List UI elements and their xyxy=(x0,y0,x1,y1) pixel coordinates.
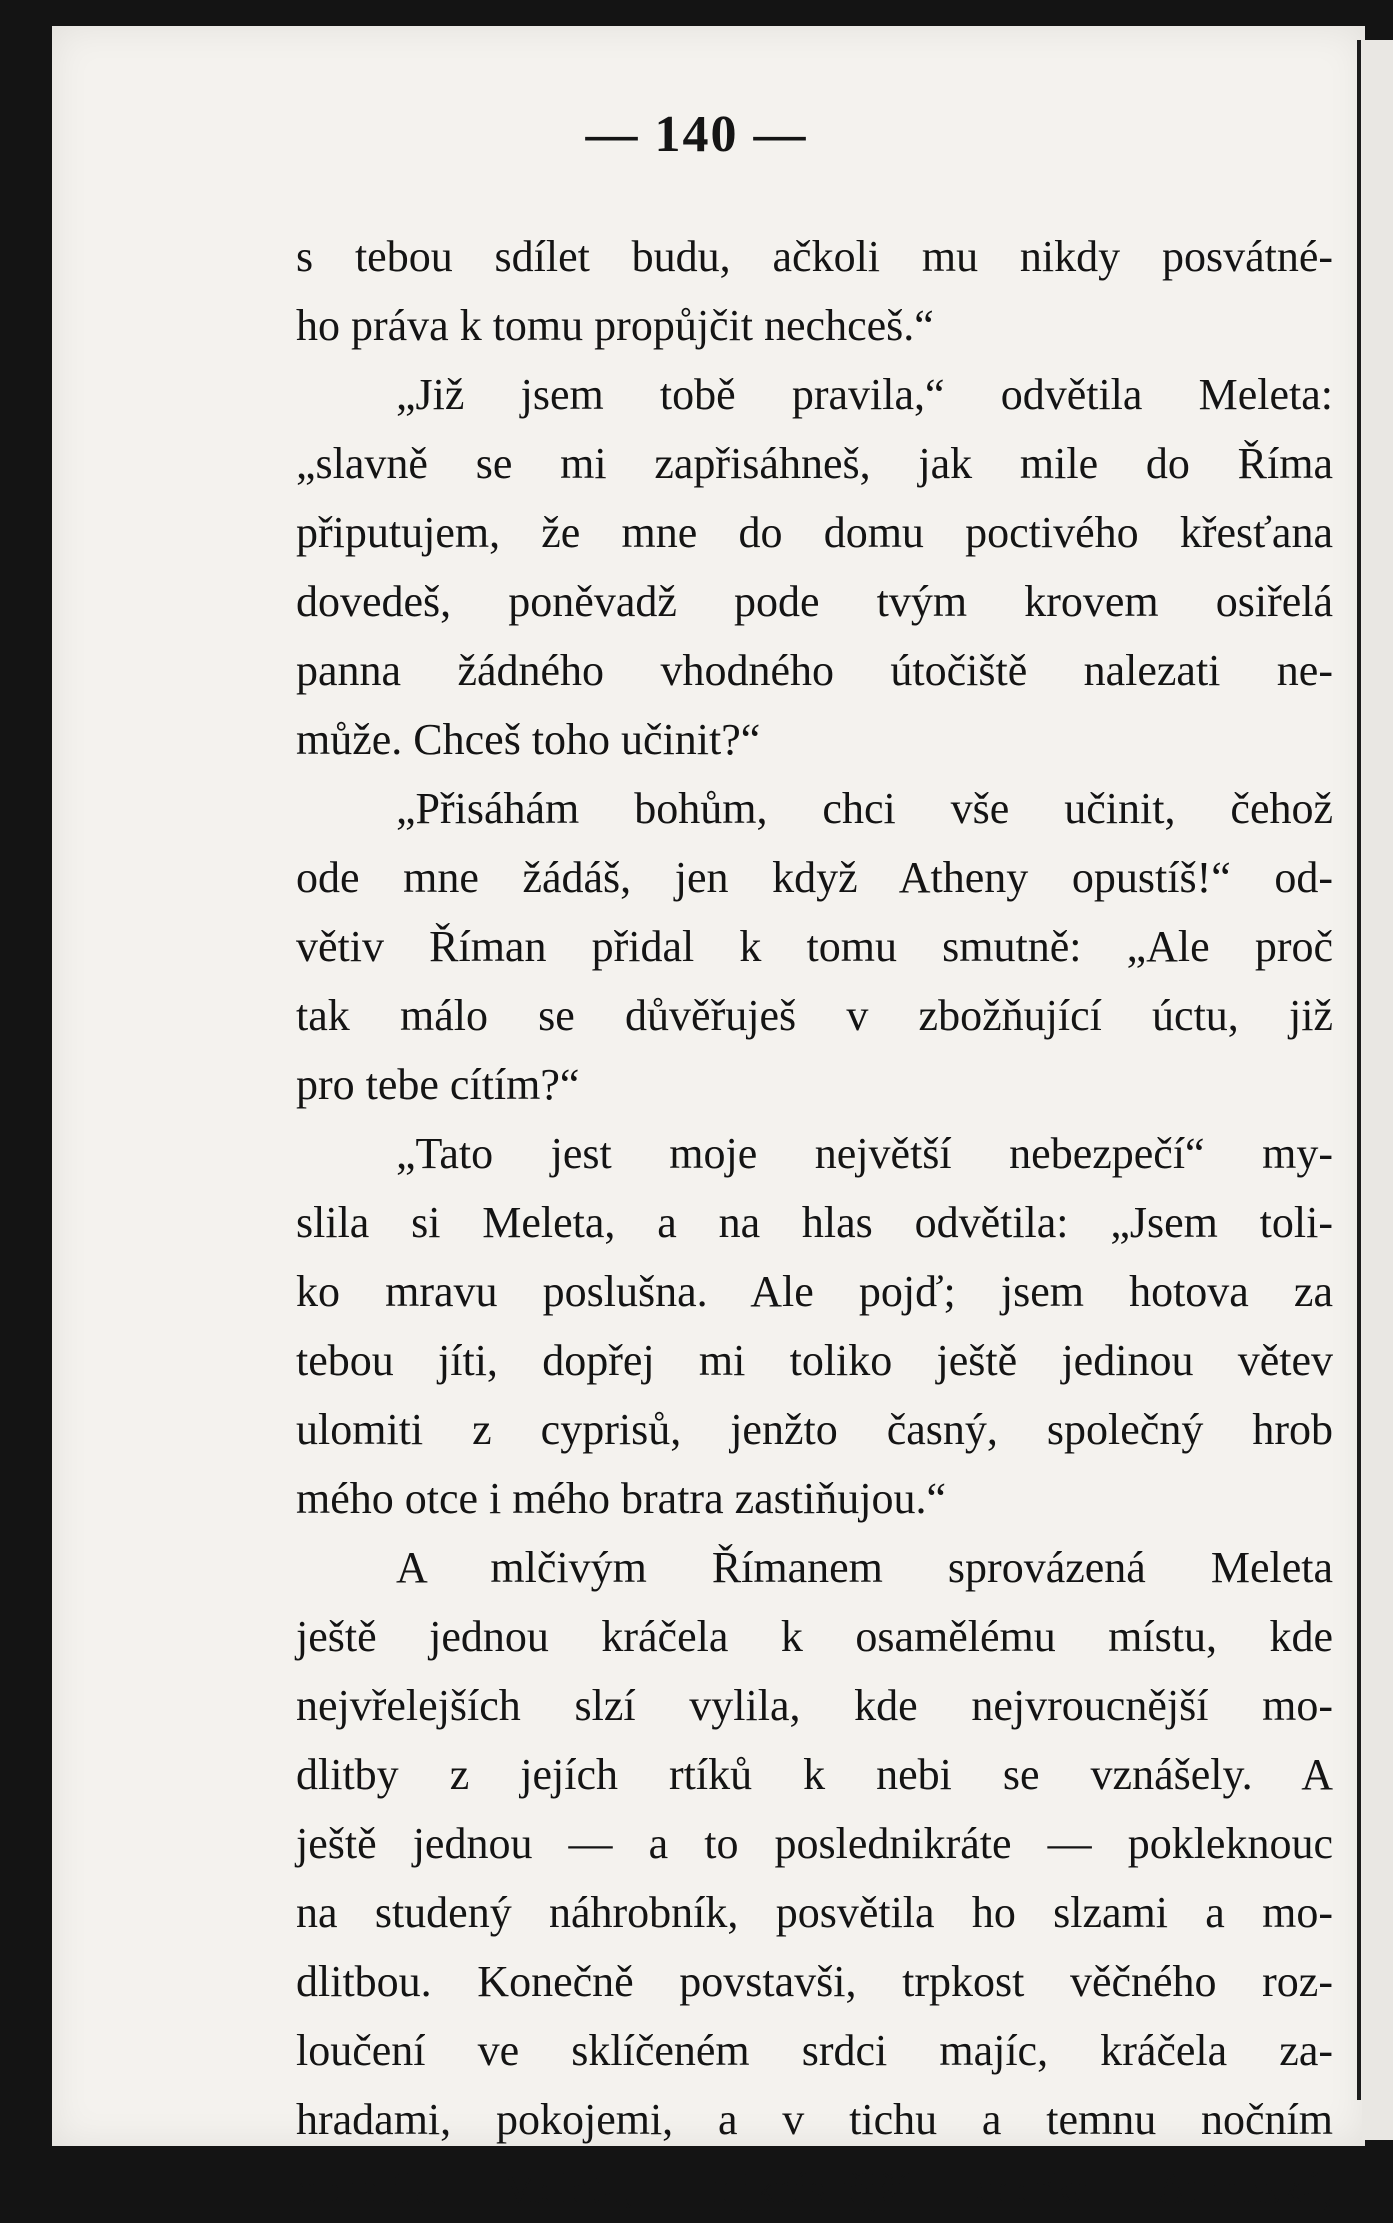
text-line: nejvřelejších slzí vylila, kde nejvroucnější mo- xyxy=(296,1681,1333,1730)
page-edge-shadow xyxy=(1357,40,1361,2100)
text-line: „Přisáhám bohům, chci vše učinit, čehož xyxy=(396,784,1333,833)
text-line: připutujem, že mne do domu poctivého křesťana xyxy=(296,508,1333,557)
text-line: hradami, pokojemi, a v tichu a temnu nočním xyxy=(296,2095,1333,2144)
text-line: tak málo se důvěřuješ v zbožňující úctu, již xyxy=(296,991,1333,1040)
text-line: s tebou sdílet budu, ačkoli mu nikdy posvátné- xyxy=(296,232,1333,281)
text-line: ho práva k tomu propůjčit nechceš.“ xyxy=(296,301,934,350)
text-line: ještě jednou — a to poslednikráte — pokleknouc xyxy=(296,1819,1333,1868)
text-line: ode mne žádáš, jen když Atheny opustíš!“ od- xyxy=(296,853,1333,902)
text-line: „Tato jest moje největší nebezpečí“ my- xyxy=(396,1129,1333,1178)
text-line: „slavně se mi zapřisáhneš, jak mile do Říma xyxy=(296,439,1333,488)
text-line: ko mravu poslušna. Ale pojď; jsem hotova za xyxy=(296,1267,1333,1316)
text-line: dovedeš, poněvadž pode tvým krovem osiřelá xyxy=(296,577,1333,626)
text-line: loučení ve sklíčeném srdci majíc, kráčela za- xyxy=(296,2026,1333,2075)
text-line: „Již jsem tobě pravila,“ odvětila Meleta: xyxy=(396,370,1333,419)
text-line: A mlčivým Římanem sprovázená Meleta xyxy=(396,1543,1333,1592)
text-line: ještě jednou kráčela k osamělému místu, kde xyxy=(296,1612,1333,1661)
text-line: dlitby z jejích rtíků k nebi se vznášely. A xyxy=(296,1750,1333,1799)
text-line: slila si Meleta, a na hlas odvětila: „Jsem toli- xyxy=(296,1198,1333,1247)
text-line: může. Chceš toho učinit?“ xyxy=(296,715,761,764)
page-number: — 140 — xyxy=(585,106,808,163)
text-line: ulomiti z cyprisů, jenžto časný, společný hrob xyxy=(296,1405,1333,1454)
text-line: větiv Říman přidal k tomu smutně: „Ale proč xyxy=(296,922,1333,971)
text-line: na studený náhrobník, posvětila ho slzami a mo- xyxy=(296,1888,1333,1937)
text-line: dlitbou. Konečně povstavši, trpkost věčného roz- xyxy=(296,1957,1333,2006)
text-line: opustila Meleta, nejkrásnější dcerka Athenská, xyxy=(296,2164,1333,2213)
text-line: panna žádného vhodného útočiště nalezati ne- xyxy=(296,646,1333,695)
text-line: mého otce i mého bratra zastiňujou.“ xyxy=(296,1474,946,1523)
text-line: tebou jíti, dopřej mi toliko ještě jedinou větev xyxy=(296,1336,1333,1385)
text-line: pro tebe cítím?“ xyxy=(296,1060,580,1109)
next-page-edge xyxy=(1362,40,1393,2140)
body-text xyxy=(296,222,1333,2223)
